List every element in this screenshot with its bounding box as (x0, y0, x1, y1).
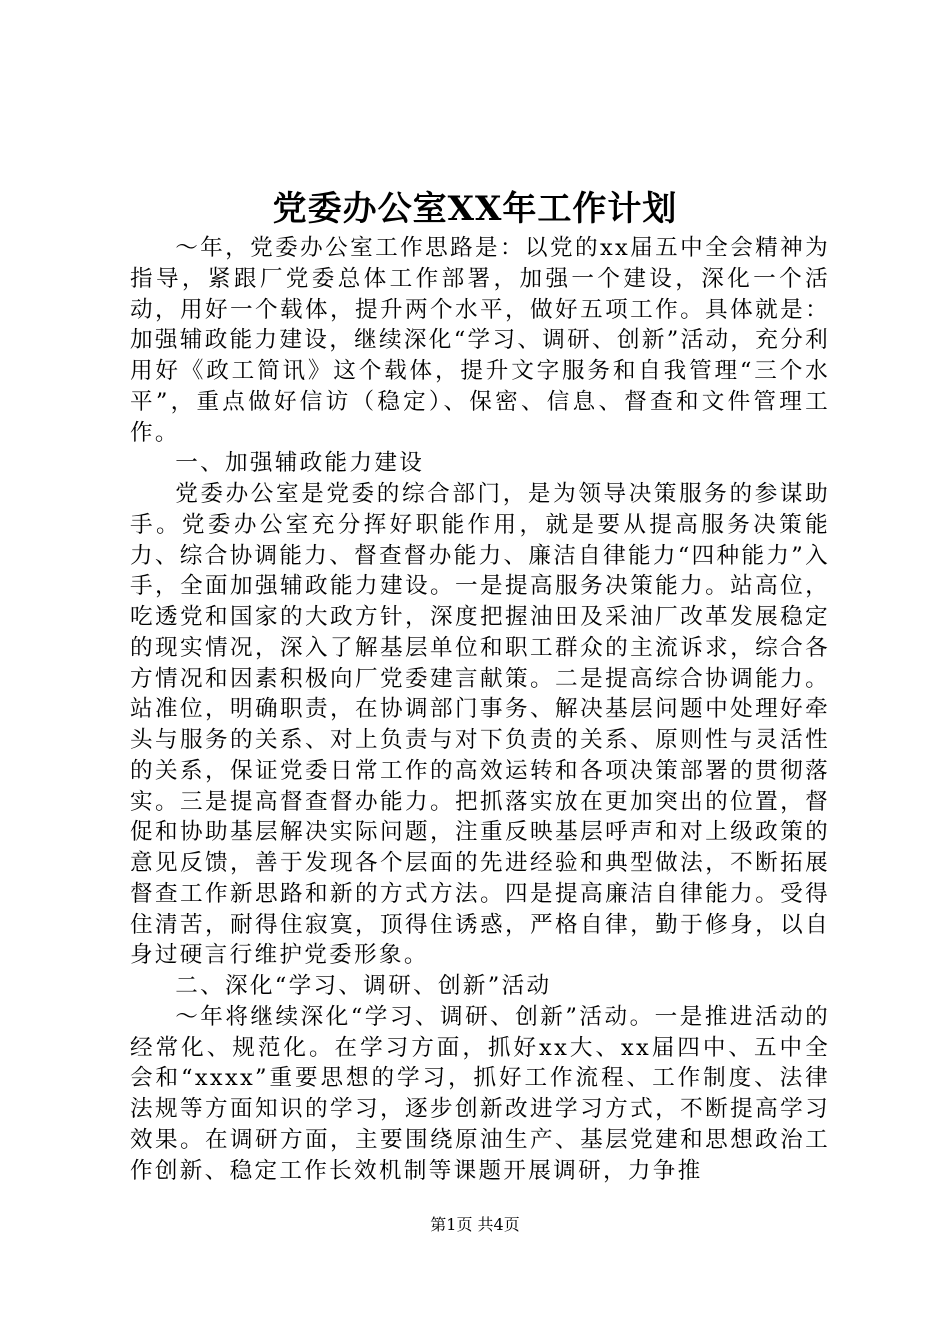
section-heading-1: 一、加强辅政能力建设 (175, 450, 425, 477)
paragraph-section-1: 党委办公室是党委的综合部门，是为领导决策服务的参谋助手。党委办公室充分挥好职能作用，就是要从提高服务决策能力、综合协调能力、督查督办能力、廉洁自律能力“四种能力”入手，全面加强辅政能力建设。一是提高服务决策能力。站高位，吃透党和国家的大政方针，深度把握油田及采油厂改革发展稳定的现实情况，深入了解基层单位和职工群众的主流诉求，综合各方情况和因素积极向厂党委建言献策。二是提高综合协调能力。站准位，明确职责，在协调部门事务、解决基层问题中处理好牵头与服务的关系、对上负责与对下负责的关系、原则性与灵活性的关系，保证党委日常工作的高效运转和各项决策部署的贯彻落实。三是提高督查督办能力。把抓落实放在更加突出的位置，督促和协助基层解决实际问题，注重反映基层呼声和对上级政策的意见反馈，善于发现各个层面的先进经验和典型做法，不断拓展督查工作新思路和新的方式方法。四是提高廉洁自律能力。受得住清苦，耐得住寂寞，顶得住诱惑，严格自律，勤于修身，以自身过硬言行维护党委形象。 (130, 481, 830, 969)
page-footer: 第1页 共4页 (430, 1215, 520, 1234)
paragraph-intro: ～年，党委办公室工作思路是：以党的xx届五中全会精神为指导，紧跟厂党委总体工作部署，加强一个建设，深化一个活动，用好一个载体，提升两个水平，做好五项工作。具体就是：加强辅政能力建设，继续深化“学习、调研、创新”活动，充分利用好《政工简讯》这个载体，提升文字服务和自我管理“三个水平”，重点做好信访（稳定）、保密、信息、督查和文件管理工作。 (130, 235, 830, 446)
document-title: 党委办公室XX年工作计划 (272, 189, 678, 229)
section-heading-2: 二、深化“学习、调研、创新”活动 (175, 973, 552, 999)
paragraph-section-2: ～年将继续深化“学习、调研、创新”活动。一是推进活动的经常化、规范化。在学习方面，抓好xx大、xx届四中、五中全会和“xxxx”重要思想的学习，抓好工作流程、工作制度、法律法规等方面知识的学习，逐步创新改进学习方式，不断提高学习效果。在调研方面，主要围绕原油生产、基层党建和思想政治工作创新、稳定工作长效机制等课题开展调研，力争推 (130, 1003, 830, 1184)
document-body (130, 233, 830, 1186)
